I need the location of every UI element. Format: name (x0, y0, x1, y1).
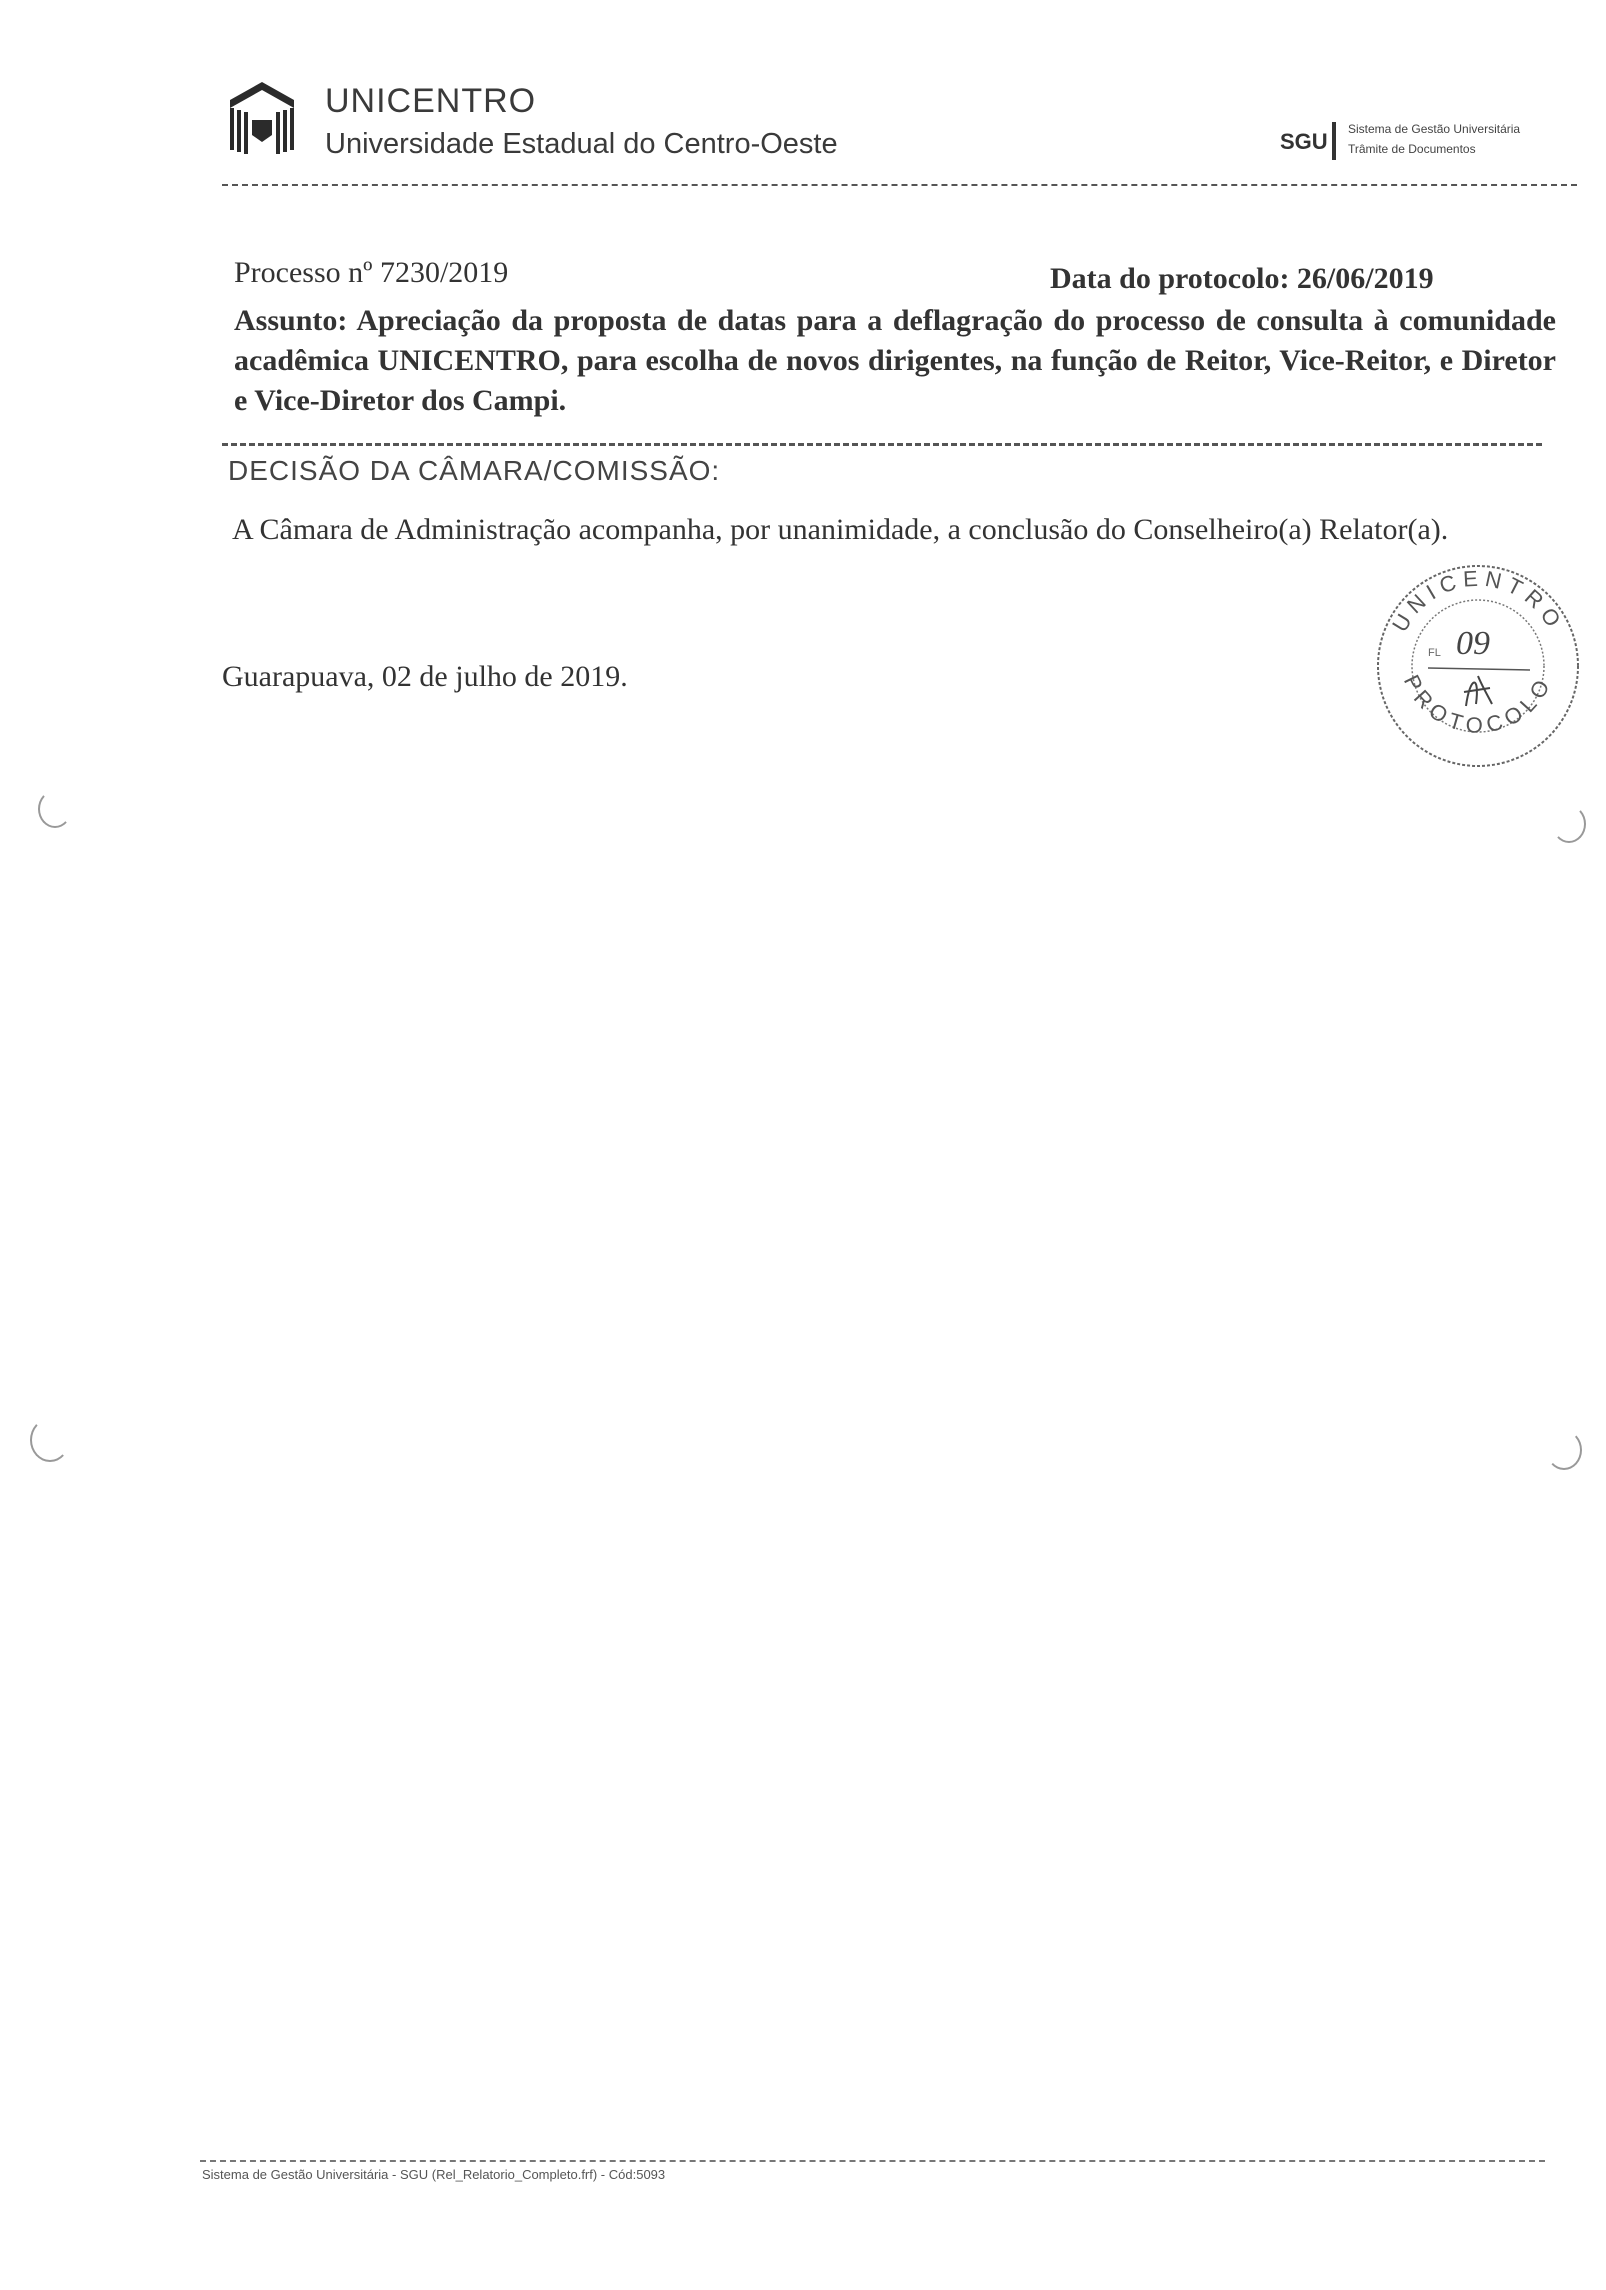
place-and-date: Guarapuava, 02 de julho de 2019. (222, 660, 628, 693)
section-divider (222, 443, 1542, 446)
svg-text:PROTOCOLO (1399, 671, 1557, 738)
institution-full-name: Universidade Estadual do Centro-Oeste (325, 128, 838, 160)
process-number: Processo nº 7230/2019 (234, 256, 509, 289)
decision-title: DECISÃO DA CÂMARA/COMISSÃO: (228, 455, 721, 486)
protocol-stamp (1368, 556, 1588, 776)
scan-mark-right-top (1552, 805, 1586, 843)
header-divider (222, 184, 1577, 186)
sgu-label: SGU (1280, 129, 1328, 154)
footer-text: Sistema de Gestão Universitária - SGU (Rel_Relatorio_Completo.frf) - Cód:5093 (202, 2167, 666, 2182)
scan-mark-left-bottom (30, 1418, 70, 1462)
scan-mark-right-bottom (1546, 1430, 1582, 1470)
subject-text: Assunto: Apreciação da proposta de datas para a deflagração do processo de consulta à comunidade acadêmica UNICENTRO, para escolha de novos dirigentes, na função de Reitor, Vice-Reitor, e Diretor e Vice-Diretor dos Campi. (234, 304, 1556, 417)
stamp-page-label: FL (1428, 647, 1441, 659)
sgu-divider (1332, 122, 1336, 160)
system-name: Sistema de Gestão Universitária (1348, 122, 1521, 136)
module-name: Trâmite de Documentos (1348, 142, 1476, 156)
stamp-signature (1464, 676, 1492, 706)
institution-name: UNICENTRO (325, 82, 537, 120)
stamp-page-number: 09 (1456, 625, 1490, 662)
scan-mark-left-top (38, 790, 72, 828)
protocol-date: Data do protocolo: 26/06/2019 (1050, 262, 1434, 295)
stamp-bottom-text: PROTOCOLO (1398, 670, 1558, 738)
footer-divider (200, 2160, 1545, 2162)
decision-text: A Câmara de Administração acompanha, por unanimidade, a conclusão do Conselheiro(a) Relator(a). (232, 513, 1449, 546)
unicentro-logo-icon (222, 80, 302, 160)
stamp-top-text: UNICENTRO (1387, 565, 1569, 637)
